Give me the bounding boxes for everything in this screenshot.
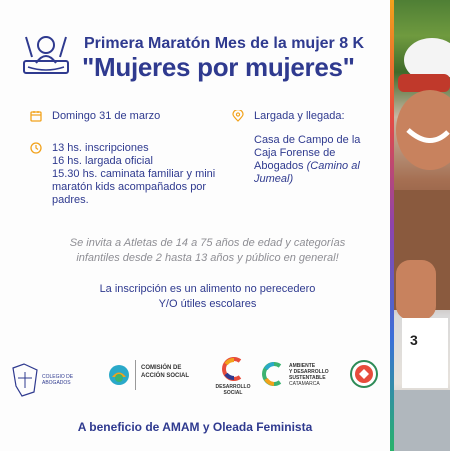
registration-note: [40, 282, 375, 312]
location-line: Casa de Campo de la: [254, 134, 361, 146]
schedule-line: maratón kids acompañados por: [52, 181, 207, 193]
registration-line: Y/O útiles escolares: [158, 298, 257, 310]
schedule-line: 16 hs. largada oficial: [52, 155, 153, 167]
colegio-label: COLEGIO DE ABOGADOS: [42, 374, 74, 386]
ambiente-label: CATAMARCA: [289, 381, 320, 387]
location-info: [232, 110, 382, 190]
location-line: Abogados: [254, 160, 307, 172]
location-line-italic: Jumeal): [254, 173, 294, 185]
schedule-line: padres.: [52, 194, 89, 206]
date-info: [30, 110, 210, 124]
schedule-info: [30, 142, 230, 212]
page-title: Primera Maratón Mes de la mujer 8 K: [84, 35, 365, 52]
location-line: Caja Forense de: [254, 147, 336, 159]
invitation-line: Se invita a Atletas de 14 a 75 años de edad y categorías: [69, 237, 346, 249]
desarrollo-social-logo: [212, 356, 254, 396]
rainbow-stripe: [390, 0, 394, 451]
round-seal-logo: [350, 360, 378, 388]
svg-text:3: 3: [410, 332, 418, 348]
colegio-abogados-logo: [10, 362, 100, 398]
ambiente-logo: [262, 362, 342, 392]
sponsor-logos: [0, 350, 390, 400]
schedule-line: 13 hs. inscripciones: [52, 142, 149, 154]
women-logo-icon: [22, 33, 70, 79]
desarrollo-label: DESARROLLO SOCIAL: [215, 384, 251, 396]
page-subtitle: "Mujeres por mujeres": [82, 52, 355, 82]
location-pin-icon: [232, 110, 244, 122]
schedule-line: 15.30 hs. caminata familiar y mini: [52, 168, 216, 180]
invitation-text: [40, 236, 375, 266]
location-label: Largada y llegada:: [254, 110, 345, 122]
comision-label: COMISIÓN DE: [141, 365, 182, 371]
date-text: Domingo 31 de marzo: [52, 110, 161, 122]
invitation-line: infantiles desde 2 hasta 13 años y público en general!: [76, 252, 339, 264]
comision-label: ACCIÓN SOCIAL: [141, 373, 189, 379]
calendar-icon: [30, 110, 42, 122]
header: [22, 30, 382, 90]
footer-text: A beneficio de AMAM y Oleada Feminista: [77, 420, 313, 434]
location-line-italic: (Camino al: [306, 160, 360, 172]
ambiente-label: AMBIENTE: [289, 363, 316, 369]
clock-icon: [30, 142, 42, 154]
registration-line: La inscripción es un alimento no perecedero: [99, 283, 316, 295]
runner-photo: [390, 0, 450, 451]
ambiente-label: Y DESARROLLO: [289, 369, 329, 375]
comision-accion-social-logo: [108, 360, 200, 396]
ambiente-label: SUSTENTABLE: [289, 375, 326, 381]
